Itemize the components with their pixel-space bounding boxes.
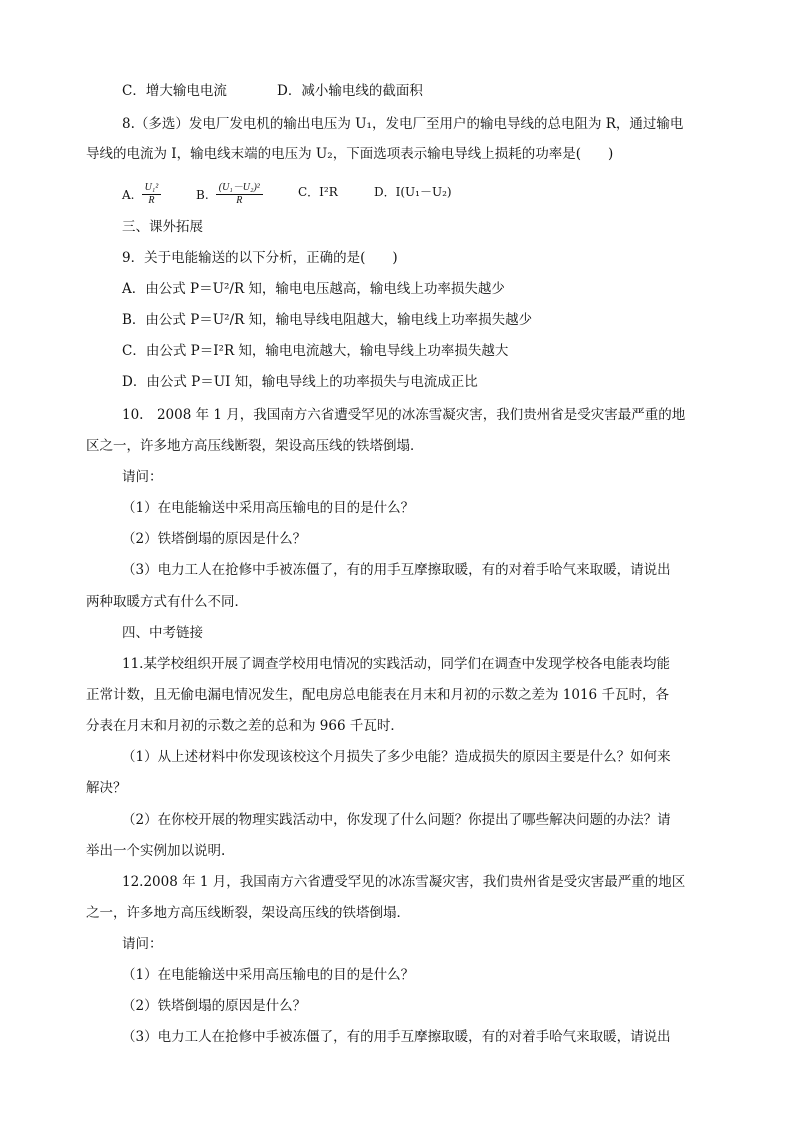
q8-option-a-denominator: R xyxy=(148,195,155,206)
q12-sub2: （2）铁塔倒塌的原因是什么？ xyxy=(122,998,307,1014)
section-heading-3: 三、课外拓展 xyxy=(122,219,203,235)
q9-option-a: A．由公式 P＝U²/R 知，输电电压越高，输电线上功率损失越少 xyxy=(122,281,505,297)
q8-option-d: D．I(U₁－U₂) xyxy=(374,185,452,199)
q7-option-c: C．增大输电电流 xyxy=(122,83,227,99)
q11-stem-line2: 正常计数，且无偷电漏电情况发生，配电房总电能表在月末和月初的示数之差为 1016 千瓦时，各 xyxy=(86,687,669,703)
q10-sub2: （2）铁塔倒塌的原因是什么？ xyxy=(122,531,307,547)
q12-sub3-line1: （3）电力工人在抢修中手被冻僵了，有的用手互摩擦取暖，有的对着手哈气来取暖，请说出 xyxy=(122,1029,671,1045)
q11-sub2-line2: 举出一个实例加以说明. xyxy=(86,843,226,859)
q8-option-c: C．I²R xyxy=(298,185,338,199)
q11-stem-line1: 11.某学校组织开展了调查学校用电情况的实践活动，同学们在调查中发现学校各电能表均能 xyxy=(122,656,670,672)
q8-stem-line1: 8.（多选）发电厂发电机的输出电压为 U₁，发电厂至用户的输电导线的总电阻为 R，通过输电 xyxy=(122,116,684,132)
q11-sub2-line1: （2）在你校开展的物理实践活动中，你发现了什么问题？你提出了哪些解决问题的办法？请 xyxy=(122,812,671,828)
q12-sub1: （1）在电能输送中采用高压输电的目的是什么？ xyxy=(122,967,415,983)
q8-option-b xyxy=(196,182,265,207)
q8-option-a-numerator: U₁² xyxy=(142,182,162,195)
q11-sub1-line2: 解决？ xyxy=(86,780,127,796)
q8-option-a xyxy=(122,182,163,207)
q9-stem: 9．关于电能输送的以下分析，正确的是( ) xyxy=(122,250,398,266)
q10-sub1: （1）在电能输送中采用高压输电的目的是什么？ xyxy=(122,500,415,516)
q9-option-c: C．由公式 P＝I²R 知，输电电流越大，输电导线上功率损失越大 xyxy=(122,343,509,359)
section-heading-4: 四、中考链接 xyxy=(122,625,203,641)
q8-option-b-fraction xyxy=(216,182,263,207)
q10-sub3-line1: （3）电力工人在抢修中手被冻僵了，有的用手互摩擦取暖，有的对着手哈气来取暖，请说出 xyxy=(122,562,671,578)
q7-option-d: D．减小输电线的截面积 xyxy=(277,83,423,99)
q8-options xyxy=(0,172,794,212)
q9-option-d: D．由公式 P＝UI 知，输电导线上的功率损失与电流成正比 xyxy=(122,374,478,390)
q10-ask: 请问： xyxy=(122,469,163,485)
q8-option-b-denominator: R xyxy=(236,195,243,206)
q12-stem-line2: 之一，许多地方高压线断裂，架设高压线的铁塔倒塌． xyxy=(86,905,410,921)
q12-stem-line1: 12.2008 年 1 月，我国南方六省遭受罕见的冰冻雪凝灾害，我们贵州省是受灾害最严重的地区 xyxy=(122,874,686,890)
q9-option-b: B．由公式 P＝U²/R 知，输电导线电阻越大，输电线上功率损失越少 xyxy=(122,312,533,328)
q10-stem-line1: 10. 2008 年 1 月，我国南方六省遭受罕见的冰冻雪凝灾害，我们贵州省是受灾害最严重的地 xyxy=(122,407,686,423)
q8-stem-line2: 导线的电流为 I，输电线末端的电压为 U₂，下面选项表示输电导线上损耗的功率是( ) xyxy=(86,146,614,162)
q11-sub1-line1: （1）从上述材料中你发现该校这个月损失了多少电能？造成损失的原因主要是什么？如何来 xyxy=(122,749,671,765)
q10-stem-line2: 区之一，许多地方高压线断裂，架设高压线的铁塔倒塌． xyxy=(86,438,424,454)
q8-option-b-label: B. xyxy=(196,188,209,202)
q11-stem-line3: 分表在月末和月初的示数之差的总和为 966 千瓦时． xyxy=(86,718,404,734)
q8-option-b-numerator: (U₁－U₂)² xyxy=(216,182,263,195)
q8-option-a-label: A. xyxy=(122,188,135,202)
q8-option-a-fraction xyxy=(142,182,162,207)
q12-ask: 请问： xyxy=(122,936,163,952)
q10-sub3-line2: 两种取暖方式有什么不同． xyxy=(86,594,248,610)
